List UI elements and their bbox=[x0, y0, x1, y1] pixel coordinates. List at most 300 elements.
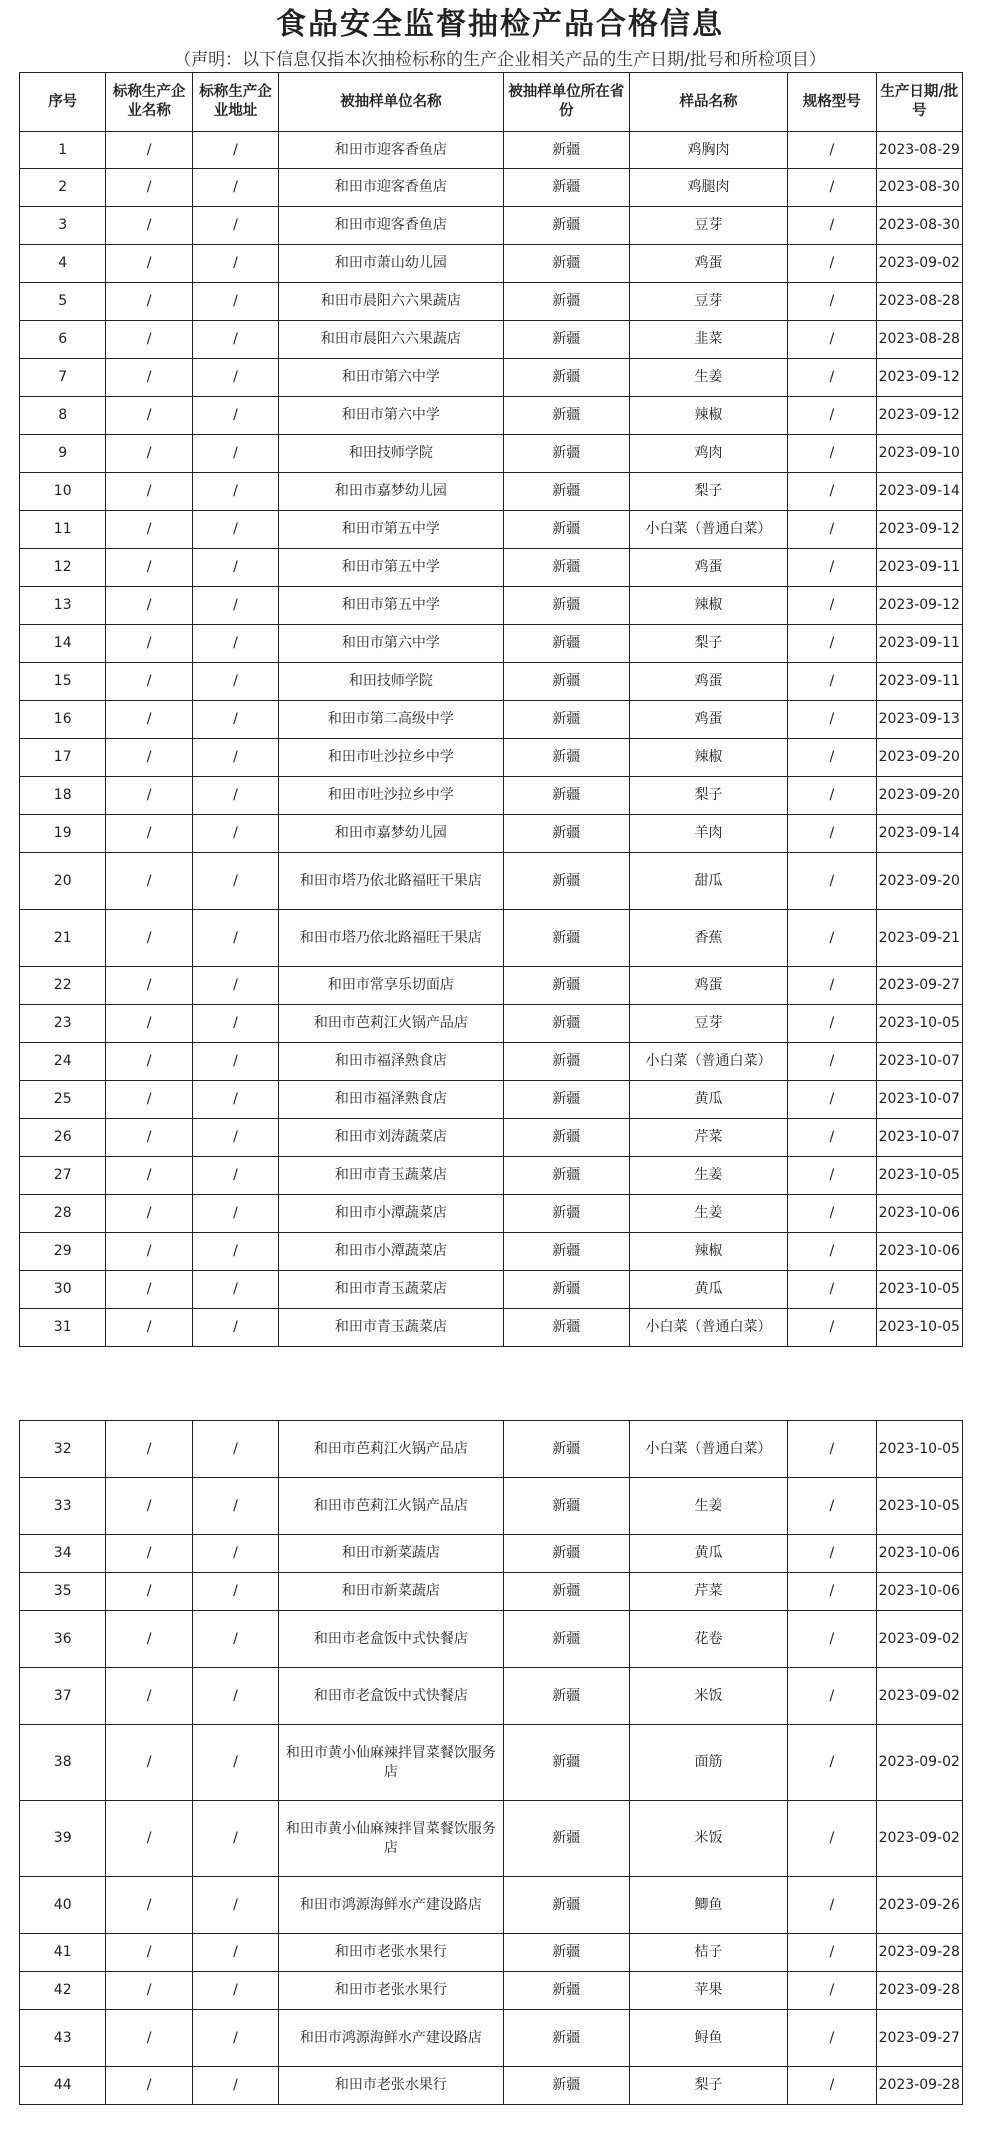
seq-cell: 14 bbox=[20, 625, 106, 663]
manufacturer-address-cell: / bbox=[192, 1005, 278, 1043]
manufacturer-address-cell: / bbox=[192, 701, 278, 739]
spec-cell: / bbox=[788, 549, 877, 587]
seq-cell: 35 bbox=[20, 1573, 106, 1611]
sample-name-cell: 梨子 bbox=[630, 777, 788, 815]
sampled-unit-cell: 和田市青玉蔬菜店 bbox=[279, 1271, 503, 1309]
manufacturer-name-cell: / bbox=[106, 1478, 192, 1535]
seq-cell: 40 bbox=[20, 1877, 106, 1934]
sampled-unit-cell: 和田市小潭蔬菜店 bbox=[279, 1233, 503, 1271]
sample-name-cell: 米饭 bbox=[630, 1668, 788, 1725]
sample-name-cell: 小白菜（普通白菜） bbox=[630, 511, 788, 549]
spec-cell: / bbox=[788, 1195, 877, 1233]
production-date-cell: 2023-09-11 bbox=[876, 625, 962, 663]
spec-cell: / bbox=[788, 207, 877, 245]
manufacturer-name-cell: / bbox=[106, 739, 192, 777]
manufacturer-address-cell: / bbox=[192, 283, 278, 321]
sample-name-cell: 芹菜 bbox=[630, 1573, 788, 1611]
province-cell: 新疆 bbox=[503, 511, 629, 549]
manufacturer-name-cell: / bbox=[106, 169, 192, 207]
spec-cell: / bbox=[788, 321, 877, 359]
sampled-unit-cell: 和田市老张水果行 bbox=[279, 1934, 503, 1972]
manufacturer-address-cell: / bbox=[192, 473, 278, 511]
sample-name-cell: 黄瓜 bbox=[630, 1271, 788, 1309]
province-cell: 新疆 bbox=[503, 245, 629, 283]
sampled-unit-cell: 和田市芭莉江火锅产品店 bbox=[279, 1421, 503, 1478]
table-row bbox=[20, 435, 963, 473]
table-header-row bbox=[20, 73, 963, 132]
table-row bbox=[20, 1271, 963, 1309]
production-date-cell: 2023-09-10 bbox=[876, 435, 962, 473]
manufacturer-address-cell: / bbox=[192, 1972, 278, 2010]
production-date-cell: 2023-09-20 bbox=[876, 739, 962, 777]
spec-cell: / bbox=[788, 777, 877, 815]
province-cell: 新疆 bbox=[503, 321, 629, 359]
sampled-unit-cell: 和田市黄小仙麻辣拌冒菜餐饮服务店 bbox=[279, 1801, 503, 1877]
province-cell: 新疆 bbox=[503, 1478, 629, 1535]
production-date-cell: 2023-10-05 bbox=[876, 1271, 962, 1309]
manufacturer-name-cell: / bbox=[106, 815, 192, 853]
manufacturer-name-cell: / bbox=[106, 1421, 192, 1478]
sampled-unit-cell: 和田市青玉蔬菜店 bbox=[279, 1309, 503, 1347]
province-cell: 新疆 bbox=[503, 815, 629, 853]
table-row bbox=[20, 1801, 963, 1877]
manufacturer-name-cell: / bbox=[106, 853, 192, 910]
sampled-unit-cell: 和田市第六中学 bbox=[279, 397, 503, 435]
seq-cell: 6 bbox=[20, 321, 106, 359]
production-date-cell: 2023-10-05 bbox=[876, 1005, 962, 1043]
sampled-unit-cell: 和田技师学院 bbox=[279, 435, 503, 473]
manufacturer-address-cell: / bbox=[192, 777, 278, 815]
manufacturer-name-cell: / bbox=[106, 1801, 192, 1877]
sampled-unit-cell: 和田市福泽熟食店 bbox=[279, 1043, 503, 1081]
province-cell: 新疆 bbox=[503, 1081, 629, 1119]
spec-cell: / bbox=[788, 739, 877, 777]
province-cell: 新疆 bbox=[503, 587, 629, 625]
manufacturer-name-cell: / bbox=[106, 321, 192, 359]
seq-cell: 21 bbox=[20, 910, 106, 967]
manufacturer-name-cell: / bbox=[106, 511, 192, 549]
manufacturer-name-cell: / bbox=[106, 1309, 192, 1347]
spec-cell: / bbox=[788, 853, 877, 910]
manufacturer-address-cell: / bbox=[192, 625, 278, 663]
sample-name-cell: 小白菜（普通白菜） bbox=[630, 1309, 788, 1347]
seq-cell: 31 bbox=[20, 1309, 106, 1347]
spec-cell: / bbox=[788, 1157, 877, 1195]
seq-cell: 44 bbox=[20, 2067, 106, 2105]
seq-cell: 12 bbox=[20, 549, 106, 587]
spec-cell: / bbox=[788, 587, 877, 625]
manufacturer-name-cell: / bbox=[106, 1233, 192, 1271]
manufacturer-name-cell: / bbox=[106, 663, 192, 701]
table-row bbox=[20, 1725, 963, 1801]
manufacturer-address-cell: / bbox=[192, 815, 278, 853]
seq-cell: 32 bbox=[20, 1421, 106, 1478]
column-header-spec: 规格型号 bbox=[788, 73, 877, 132]
spec-cell: / bbox=[788, 1972, 877, 2010]
production-date-cell: 2023-10-06 bbox=[876, 1535, 962, 1573]
sample-name-cell: 鸡蛋 bbox=[630, 245, 788, 283]
manufacturer-address-cell: / bbox=[192, 910, 278, 967]
production-date-cell: 2023-09-14 bbox=[876, 815, 962, 853]
province-cell: 新疆 bbox=[503, 435, 629, 473]
manufacturer-name-cell: / bbox=[106, 1877, 192, 1934]
table-row bbox=[20, 2010, 963, 2067]
sample-name-cell: 米饭 bbox=[630, 1801, 788, 1877]
seq-cell: 28 bbox=[20, 1195, 106, 1233]
manufacturer-address-cell: / bbox=[192, 1668, 278, 1725]
production-date-cell: 2023-10-05 bbox=[876, 1421, 962, 1478]
production-date-cell: 2023-09-27 bbox=[876, 2010, 962, 2067]
spec-cell: / bbox=[788, 2067, 877, 2105]
sampled-unit-cell: 和田市第五中学 bbox=[279, 511, 503, 549]
province-cell: 新疆 bbox=[503, 549, 629, 587]
sample-name-cell: 花卷 bbox=[630, 1611, 788, 1668]
spec-cell: / bbox=[788, 1233, 877, 1271]
province-cell: 新疆 bbox=[503, 1801, 629, 1877]
table-row bbox=[20, 1081, 963, 1119]
table-row bbox=[20, 1573, 963, 1611]
sampled-unit-cell: 和田市第五中学 bbox=[279, 587, 503, 625]
province-cell: 新疆 bbox=[503, 283, 629, 321]
column-header-manufacturer-address: 标称生产企业地址 bbox=[192, 73, 278, 132]
manufacturer-address-cell: / bbox=[192, 169, 278, 207]
sampled-unit-cell: 和田市黄小仙麻辣拌冒菜餐饮服务店 bbox=[279, 1725, 503, 1801]
seq-cell: 37 bbox=[20, 1668, 106, 1725]
manufacturer-address-cell: / bbox=[192, 435, 278, 473]
production-date-cell: 2023-09-02 bbox=[876, 245, 962, 283]
table-row bbox=[20, 1535, 963, 1573]
table-row bbox=[20, 549, 963, 587]
page-subtitle: （声明：以下信息仅指本次抽检标称的生产企业相关产品的生产日期/批号和所检项目） bbox=[174, 50, 826, 70]
spec-cell: / bbox=[788, 397, 877, 435]
table-row bbox=[20, 283, 963, 321]
manufacturer-name-cell: / bbox=[106, 1668, 192, 1725]
province-cell: 新疆 bbox=[503, 1271, 629, 1309]
manufacturer-address-cell: / bbox=[192, 1309, 278, 1347]
province-cell: 新疆 bbox=[503, 169, 629, 207]
seq-cell: 38 bbox=[20, 1725, 106, 1801]
production-date-cell: 2023-10-05 bbox=[876, 1157, 962, 1195]
sampled-unit-cell: 和田市迎客香鱼店 bbox=[279, 169, 503, 207]
spec-cell: / bbox=[788, 910, 877, 967]
production-date-cell: 2023-08-28 bbox=[876, 321, 962, 359]
table-row bbox=[20, 663, 963, 701]
production-date-cell: 2023-10-05 bbox=[876, 1478, 962, 1535]
province-cell: 新疆 bbox=[503, 207, 629, 245]
spec-cell: / bbox=[788, 1535, 877, 1573]
manufacturer-address-cell: / bbox=[192, 2067, 278, 2105]
sampled-unit-cell: 和田市塔乃依北路福旺干果店 bbox=[279, 853, 503, 910]
sample-name-cell: 鲫鱼 bbox=[630, 1877, 788, 1934]
table-row bbox=[20, 359, 963, 397]
table-row bbox=[20, 511, 963, 549]
manufacturer-address-cell: / bbox=[192, 967, 278, 1005]
sample-name-cell: 韭菜 bbox=[630, 321, 788, 359]
seq-cell: 41 bbox=[20, 1934, 106, 1972]
manufacturer-name-cell: / bbox=[106, 1271, 192, 1309]
production-date-cell: 2023-09-12 bbox=[876, 511, 962, 549]
province-cell: 新疆 bbox=[503, 397, 629, 435]
production-date-cell: 2023-09-27 bbox=[876, 967, 962, 1005]
manufacturer-name-cell: / bbox=[106, 2010, 192, 2067]
table-row bbox=[20, 1668, 963, 1725]
production-date-cell: 2023-09-28 bbox=[876, 1934, 962, 1972]
sample-name-cell: 豆芽 bbox=[630, 1005, 788, 1043]
sampled-unit-cell: 和田市老张水果行 bbox=[279, 1972, 503, 2010]
production-date-cell: 2023-10-07 bbox=[876, 1043, 962, 1081]
production-date-cell: 2023-09-28 bbox=[876, 2067, 962, 2105]
production-date-cell: 2023-09-21 bbox=[876, 910, 962, 967]
sampled-unit-cell: 和田市第二高级中学 bbox=[279, 701, 503, 739]
manufacturer-name-cell: / bbox=[106, 967, 192, 1005]
production-date-cell: 2023-09-02 bbox=[876, 1725, 962, 1801]
manufacturer-name-cell: / bbox=[106, 549, 192, 587]
province-cell: 新疆 bbox=[503, 1535, 629, 1573]
manufacturer-address-cell: / bbox=[192, 853, 278, 910]
province-cell: 新疆 bbox=[503, 1972, 629, 2010]
table-row bbox=[20, 397, 963, 435]
table-row bbox=[20, 1043, 963, 1081]
table-row bbox=[20, 1195, 963, 1233]
sampled-unit-cell: 和田市鸿源海鲜水产建设路店 bbox=[279, 1877, 503, 1934]
manufacturer-name-cell: / bbox=[106, 1934, 192, 1972]
manufacturer-address-cell: / bbox=[192, 549, 278, 587]
province-cell: 新疆 bbox=[503, 1611, 629, 1668]
table-row bbox=[20, 777, 963, 815]
province-cell: 新疆 bbox=[503, 777, 629, 815]
province-cell: 新疆 bbox=[503, 1119, 629, 1157]
province-cell: 新疆 bbox=[503, 1233, 629, 1271]
column-header-province: 被抽样单位所在省份 bbox=[503, 73, 629, 132]
spec-cell: / bbox=[788, 169, 877, 207]
table-row bbox=[20, 132, 963, 169]
table-row bbox=[20, 1877, 963, 1934]
production-date-cell: 2023-08-28 bbox=[876, 283, 962, 321]
column-header-sample-name: 样品名称 bbox=[630, 73, 788, 132]
sampled-unit-cell: 和田市常享乐切面店 bbox=[279, 967, 503, 1005]
column-header-manufacturer-name: 标称生产企业名称 bbox=[106, 73, 192, 132]
seq-cell: 27 bbox=[20, 1157, 106, 1195]
sample-name-cell: 鲟鱼 bbox=[630, 2010, 788, 2067]
manufacturer-name-cell: / bbox=[106, 587, 192, 625]
spec-cell: / bbox=[788, 1309, 877, 1347]
province-cell: 新疆 bbox=[503, 967, 629, 1005]
province-cell: 新疆 bbox=[503, 1195, 629, 1233]
sample-name-cell: 豆芽 bbox=[630, 283, 788, 321]
spec-cell: / bbox=[788, 625, 877, 663]
manufacturer-name-cell: / bbox=[106, 1119, 192, 1157]
province-cell: 新疆 bbox=[503, 132, 629, 169]
table-row bbox=[20, 1233, 963, 1271]
seq-cell: 9 bbox=[20, 435, 106, 473]
production-date-cell: 2023-10-06 bbox=[876, 1195, 962, 1233]
seq-cell: 15 bbox=[20, 663, 106, 701]
sample-name-cell: 鸡蛋 bbox=[630, 701, 788, 739]
sampled-unit-cell: 和田市老张水果行 bbox=[279, 2067, 503, 2105]
table-row bbox=[20, 1478, 963, 1535]
sampled-unit-cell: 和田市芭莉江火锅产品店 bbox=[279, 1005, 503, 1043]
seq-cell: 20 bbox=[20, 853, 106, 910]
manufacturer-name-cell: / bbox=[106, 1535, 192, 1573]
seq-cell: 4 bbox=[20, 245, 106, 283]
production-date-cell: 2023-10-07 bbox=[876, 1119, 962, 1157]
sample-name-cell: 桔子 bbox=[630, 1934, 788, 1972]
sample-name-cell: 甜瓜 bbox=[630, 853, 788, 910]
sample-name-cell: 羊肉 bbox=[630, 815, 788, 853]
seq-cell: 34 bbox=[20, 1535, 106, 1573]
page-title: 食品安全监督抽检产品合格信息 bbox=[276, 7, 724, 42]
table-row bbox=[20, 245, 963, 283]
manufacturer-address-cell: / bbox=[192, 511, 278, 549]
spec-cell: / bbox=[788, 815, 877, 853]
manufacturer-address-cell: / bbox=[192, 1801, 278, 1877]
sample-name-cell: 辣椒 bbox=[630, 1233, 788, 1271]
seq-cell: 30 bbox=[20, 1271, 106, 1309]
sample-name-cell: 辣椒 bbox=[630, 739, 788, 777]
manufacturer-address-cell: / bbox=[192, 1725, 278, 1801]
sample-name-cell: 梨子 bbox=[630, 473, 788, 511]
seq-cell: 11 bbox=[20, 511, 106, 549]
sampled-unit-cell: 和田市迎客香鱼店 bbox=[279, 132, 503, 169]
production-date-cell: 2023-09-26 bbox=[876, 1877, 962, 1934]
production-date-cell: 2023-08-30 bbox=[876, 207, 962, 245]
manufacturer-address-cell: / bbox=[192, 1934, 278, 1972]
province-cell: 新疆 bbox=[503, 1573, 629, 1611]
province-cell: 新疆 bbox=[503, 1043, 629, 1081]
sample-name-cell: 芹菜 bbox=[630, 1119, 788, 1157]
manufacturer-address-cell: / bbox=[192, 1271, 278, 1309]
sampled-unit-cell: 和田市青玉蔬菜店 bbox=[279, 1157, 503, 1195]
manufacturer-address-cell: / bbox=[192, 132, 278, 169]
table-row bbox=[20, 169, 963, 207]
manufacturer-name-cell: / bbox=[106, 1081, 192, 1119]
production-date-cell: 2023-09-11 bbox=[876, 663, 962, 701]
sampled-unit-cell: 和田市吐沙拉乡中学 bbox=[279, 739, 503, 777]
province-cell: 新疆 bbox=[503, 473, 629, 511]
sampled-unit-cell: 和田市福泽熟食店 bbox=[279, 1081, 503, 1119]
manufacturer-name-cell: / bbox=[106, 473, 192, 511]
manufacturer-address-cell: / bbox=[192, 663, 278, 701]
production-date-cell: 2023-09-20 bbox=[876, 853, 962, 910]
manufacturer-name-cell: / bbox=[106, 397, 192, 435]
spec-cell: / bbox=[788, 1725, 877, 1801]
province-cell: 新疆 bbox=[503, 1005, 629, 1043]
seq-cell: 18 bbox=[20, 777, 106, 815]
sampled-unit-cell: 和田市第六中学 bbox=[279, 359, 503, 397]
manufacturer-name-cell: / bbox=[106, 2067, 192, 2105]
manufacturer-name-cell: / bbox=[106, 625, 192, 663]
manufacturer-name-cell: / bbox=[106, 132, 192, 169]
sampled-unit-cell: 和田市萧山幼儿园 bbox=[279, 245, 503, 283]
spec-cell: / bbox=[788, 1271, 877, 1309]
manufacturer-name-cell: / bbox=[106, 1043, 192, 1081]
table-row bbox=[20, 739, 963, 777]
manufacturer-name-cell: / bbox=[106, 207, 192, 245]
spec-cell: / bbox=[788, 511, 877, 549]
sampled-unit-cell: 和田市晨阳六六果蔬店 bbox=[279, 321, 503, 359]
table-row bbox=[20, 1611, 963, 1668]
province-cell: 新疆 bbox=[503, 2067, 629, 2105]
production-date-cell: 2023-09-12 bbox=[876, 587, 962, 625]
sampled-unit-cell: 和田市嘉梦幼儿园 bbox=[279, 473, 503, 511]
sample-name-cell: 小白菜（普通白菜） bbox=[630, 1421, 788, 1478]
sample-name-cell: 鸡蛋 bbox=[630, 549, 788, 587]
sampled-unit-cell: 和田市嘉梦幼儿园 bbox=[279, 815, 503, 853]
production-date-cell: 2023-10-05 bbox=[876, 1309, 962, 1347]
production-date-cell: 2023-10-06 bbox=[876, 1233, 962, 1271]
column-header-seq: 序号 bbox=[20, 73, 106, 132]
sampled-unit-cell: 和田市芭莉江火锅产品店 bbox=[279, 1478, 503, 1535]
seq-cell: 16 bbox=[20, 701, 106, 739]
sample-name-cell: 鸡腿肉 bbox=[630, 169, 788, 207]
table-row bbox=[20, 587, 963, 625]
sample-name-cell: 梨子 bbox=[630, 2067, 788, 2105]
table-row bbox=[20, 2067, 963, 2105]
table-row bbox=[20, 815, 963, 853]
seq-cell: 8 bbox=[20, 397, 106, 435]
spec-cell: / bbox=[788, 283, 877, 321]
province-cell: 新疆 bbox=[503, 1725, 629, 1801]
seq-cell: 39 bbox=[20, 1801, 106, 1877]
sample-name-cell: 鸡蛋 bbox=[630, 663, 788, 701]
production-date-cell: 2023-09-02 bbox=[876, 1801, 962, 1877]
province-cell: 新疆 bbox=[503, 739, 629, 777]
manufacturer-name-cell: / bbox=[106, 777, 192, 815]
province-cell: 新疆 bbox=[503, 1877, 629, 1934]
sample-name-cell: 生姜 bbox=[630, 1478, 788, 1535]
sample-name-cell: 辣椒 bbox=[630, 397, 788, 435]
spec-cell: / bbox=[788, 132, 877, 169]
spec-cell: / bbox=[788, 2010, 877, 2067]
results-table-part1 bbox=[19, 72, 963, 1347]
manufacturer-address-cell: / bbox=[192, 2010, 278, 2067]
manufacturer-address-cell: / bbox=[192, 1421, 278, 1478]
manufacturer-address-cell: / bbox=[192, 397, 278, 435]
spec-cell: / bbox=[788, 1421, 877, 1478]
province-cell: 新疆 bbox=[503, 853, 629, 910]
sampled-unit-cell: 和田市第五中学 bbox=[279, 549, 503, 587]
manufacturer-address-cell: / bbox=[192, 321, 278, 359]
sampled-unit-cell: 和田市老盒饭中式快餐店 bbox=[279, 1611, 503, 1668]
manufacturer-name-cell: / bbox=[106, 435, 192, 473]
sampled-unit-cell: 和田市刘涛蔬菜店 bbox=[279, 1119, 503, 1157]
spec-cell: / bbox=[788, 473, 877, 511]
sample-name-cell: 豆芽 bbox=[630, 207, 788, 245]
sample-name-cell: 辣椒 bbox=[630, 587, 788, 625]
sampled-unit-cell: 和田市塔乃依北路福旺干果店 bbox=[279, 910, 503, 967]
sample-name-cell: 鸡肉 bbox=[630, 435, 788, 473]
production-date-cell: 2023-09-14 bbox=[876, 473, 962, 511]
spec-cell: / bbox=[788, 1668, 877, 1725]
province-cell: 新疆 bbox=[503, 1309, 629, 1347]
seq-cell: 7 bbox=[20, 359, 106, 397]
seq-cell: 29 bbox=[20, 1233, 106, 1271]
seq-cell: 5 bbox=[20, 283, 106, 321]
sample-name-cell: 梨子 bbox=[630, 625, 788, 663]
seq-cell: 33 bbox=[20, 1478, 106, 1535]
spec-cell: / bbox=[788, 701, 877, 739]
manufacturer-name-cell: / bbox=[106, 245, 192, 283]
manufacturer-address-cell: / bbox=[192, 245, 278, 283]
province-cell: 新疆 bbox=[503, 1934, 629, 1972]
seq-cell: 23 bbox=[20, 1005, 106, 1043]
seq-cell: 26 bbox=[20, 1119, 106, 1157]
spec-cell: / bbox=[788, 1611, 877, 1668]
sample-name-cell: 面筋 bbox=[630, 1725, 788, 1801]
manufacturer-address-cell: / bbox=[192, 1478, 278, 1535]
province-cell: 新疆 bbox=[503, 1668, 629, 1725]
seq-cell: 10 bbox=[20, 473, 106, 511]
